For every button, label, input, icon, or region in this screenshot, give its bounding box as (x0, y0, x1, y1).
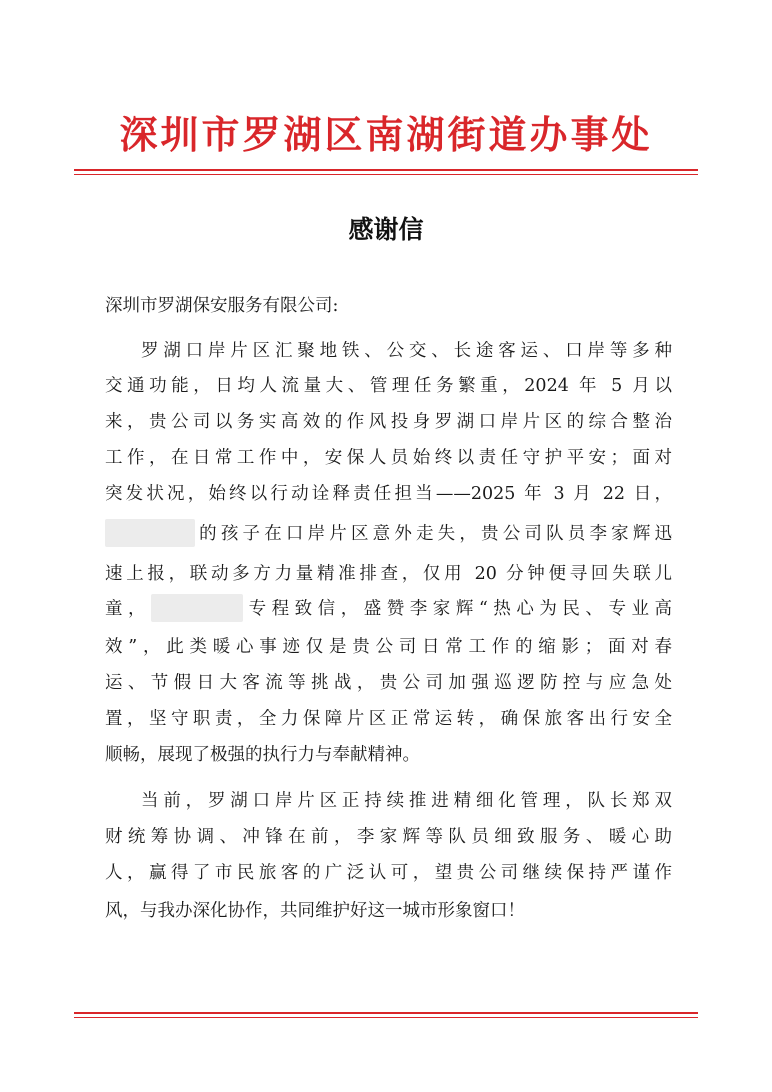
letterhead-org-name: 深圳市罗湖区南湖街道办事处 (119, 112, 653, 157)
paragraph1-line: 顺畅，展现了极强的执行力与奉献精神。 (105, 745, 420, 765)
paragraph1-line: 速上报，联动多方力量精准排查，仅用 20 分钟便寻回失联儿 (105, 564, 672, 584)
footer-divider-thin (74, 1017, 698, 1018)
redaction-block (105, 519, 195, 547)
paragraph1-line-text: 童， (105, 599, 152, 619)
paragraph1-line: 突发状况，始终以行动诠释责任担当——2025 年 3 月 22 日， (105, 484, 672, 504)
paragraph1-line-redacted (105, 519, 672, 549)
paragraph2-line: 财统筹协调、冲锋在前，李家辉等队员细致服务、暖心助 (105, 827, 672, 847)
letterhead-divider-thin (74, 174, 698, 175)
paragraph2-line: 风，与我办深化协作，共同维护好这一城市形象窗口！ (105, 901, 525, 921)
redaction-block (151, 594, 243, 622)
paragraph1-line: 来，贵公司以务实高效的作风投身罗湖口岸片区的综合整治 (105, 412, 672, 432)
paragraph2-line: 当前，罗湖口岸片区正持续推进精细化管理，队长郑双 (141, 791, 672, 811)
paragraph1-line-text: 的孩子在口岸片区意外走失，贵公司队员李家辉迅 (195, 524, 672, 544)
paragraph1-line: 工作，在日常工作中，安保人员始终以责任守护平安；面对 (105, 448, 672, 468)
salutation: 深圳市罗湖保安服务有限公司: (105, 296, 339, 316)
paragraph1-line: 置，坚守职责，全力保障片区正常运转，确保旅客出行安全 (105, 709, 672, 729)
paragraph1-line: 效”，此类暖心事迹仅是贵公司日常工作的缩影；面对春 (105, 637, 672, 657)
paragraph1-line-text: 专程致信，盛赞李家辉“热心为民、专业高 (243, 599, 673, 619)
paragraph1-line: 交通功能，日均人流量大、管理任务繁重，2024 年 5 月以 (105, 376, 672, 396)
paragraph1-line: 罗湖口岸片区汇聚地铁、公交、长途客运、口岸等多种 (141, 341, 672, 361)
document-title: 感谢信 (348, 215, 424, 244)
footer-divider-thick (74, 1012, 698, 1014)
letterhead-divider-thick (74, 169, 698, 171)
paragraph1-line-redacted (105, 594, 672, 624)
paragraph2-line: 人，赢得了市民旅客的广泛认可，望贵公司继续保持严谨作 (105, 863, 672, 883)
paragraph1-line: 运、节假日大客流等挑战，贵公司加强巡逻防控与应急处 (105, 673, 672, 693)
